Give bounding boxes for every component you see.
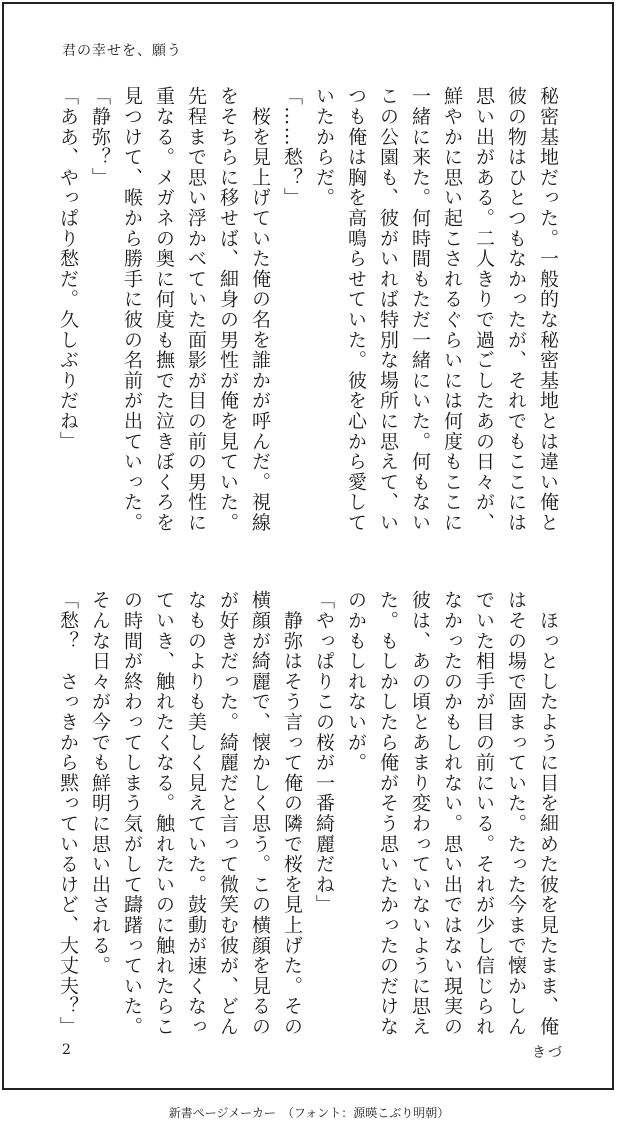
- running-title: 君の幸せを、願う: [62, 43, 182, 59]
- generator-credit: 新書ページメーカー （フォント：源暎こぶり明朝）: [168, 1106, 450, 1120]
- body-text-upper: 秘密基地だった。一般的な秘密基地とは違い俺と 彼の物はひとつもなかったが、それでもここには 思い出がある。二人きりで過ごしたあの日々が、 鮮やかに思い起こされるぐらいには何度もここに 一緒に来た。何時間もただ一緒にいた。何もない この公園も、彼がいれば特別な場所に思えて、い つも俺は胸を高鳴らせていた。彼を心から愛して いたからだ。 「……愁？」 桜を見上げていた俺の名を誰かが呼んだ。視線 をそちらに移せば、細身の男性が俺を見ていた。 先程まで思い浮かべていた面影が目の前の男性に 重なる。メガネの奥に何度も撫でた泣きぼくろを 見つけて、喉から勝手に彼の名前が出ていった。 「静弥？」 「ああ、やっぱり愁だ。久しぶりだね」: [57, 86, 559, 533]
- author-name: きづ: [532, 1045, 564, 1061]
- page-number: 2: [62, 1042, 71, 1058]
- body-text-lower: ほっとしたように目を細めた彼を見たまま、俺 はその場で固まっていた。たった今まで懐かしん でいた相手が目の前にいる。それが少し信じられ なかったのかもしれない。思い出ではない現実の 彼は、あの頃とあまり変わっていないように思え た。もしかしたら俺がそう思いたかったのだけな のかもしれないが。 「やっぱりこの桜が一番綺麗だね」 静弥はそう言って俺の隣で桜を見上げた。その 横顔が綺麗で、懐かしく思う。この横顔を見るの が好きだった。綺麗だと言って微笑む彼が、どん なものよりも美しく見えていた。鼓動が速くなっ ていき、触れたくなる。触れたいのに触れたらこ の時間が終わってしまう気がして躊躇っていた。 そんな日々が今でも鮮明に思い出される。 「愁？ さっきから黙っているけど、大丈夫？」: [57, 590, 559, 1037]
- page-frame: [2, 2, 614, 1090]
